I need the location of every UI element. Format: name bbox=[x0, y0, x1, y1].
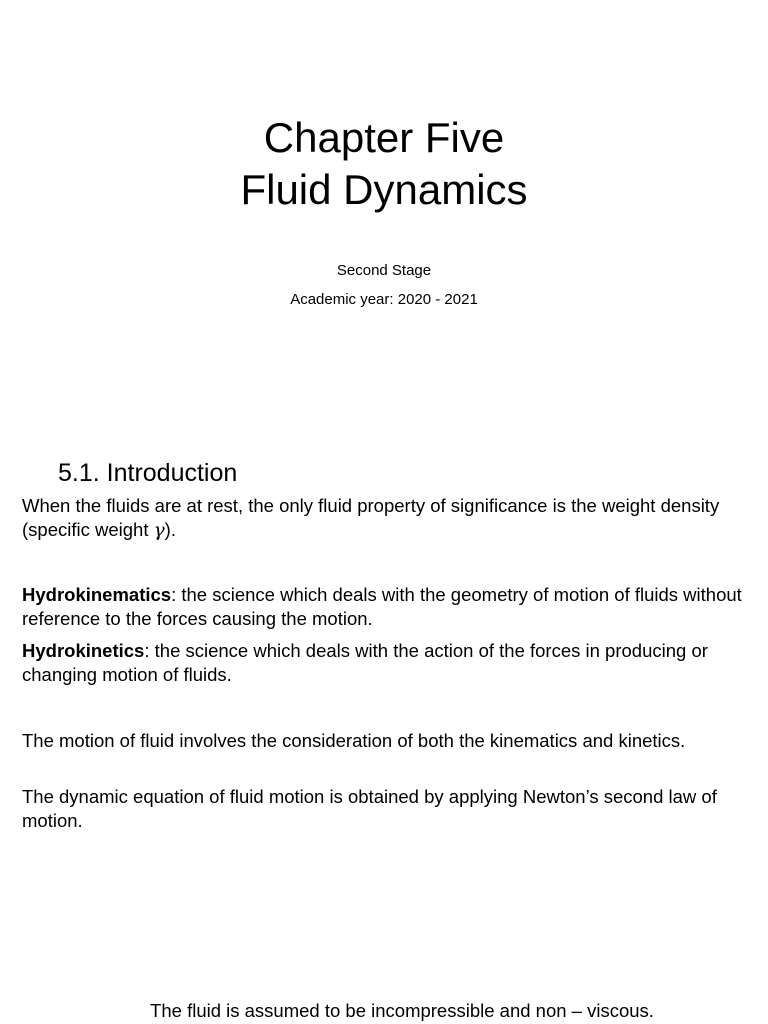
hydrokinematics-definition: : the science which deals with the geometry of motion of fluids without reference to the forces causing the motion. bbox=[22, 584, 742, 629]
chapter-title-line2: Fluid Dynamics bbox=[240, 166, 528, 213]
hydrokinematics-term: Hydrokinematics bbox=[22, 584, 172, 605]
chapter-subtitle bbox=[0, 256, 768, 314]
paragraph-rest-fluids bbox=[22, 494, 752, 543]
gamma-symbol: γ bbox=[153, 520, 165, 541]
paragraph-hydrokinetics bbox=[22, 639, 752, 687]
section-heading: 5.1. Introduction bbox=[58, 459, 238, 487]
chapter-title-line1: Chapter Five bbox=[263, 114, 505, 161]
hydrokinetics-term: Hydrokinetics bbox=[22, 640, 145, 661]
paragraph-rest-fluids-tail: ). bbox=[164, 519, 176, 540]
paragraph-motion: The motion of fluid involves the consideration of both the kinematics and kinetics. bbox=[22, 730, 686, 751]
chapter-title bbox=[0, 112, 768, 216]
paragraph-rest-fluids-text: When the fluids are at rest, the only fluid property of significance is the weight density (specific weight bbox=[22, 495, 720, 540]
hydrokinetics-definition: : the science which deals with the action of the forces in producing or changing motion of fluids. bbox=[22, 640, 708, 685]
paragraph-dynamic-equation: The dynamic equation of fluid motion is obtained by applying Newton’s second law of motion. bbox=[22, 786, 717, 831]
academic-year-label: Academic year: 2020 - 2021 bbox=[290, 291, 478, 308]
paragraph-hydrokinematics bbox=[22, 583, 752, 631]
assumption-note: The fluid is assumed to be incompressible and non – viscous. bbox=[150, 1000, 654, 1021]
stage-label: Second Stage bbox=[336, 262, 432, 279]
